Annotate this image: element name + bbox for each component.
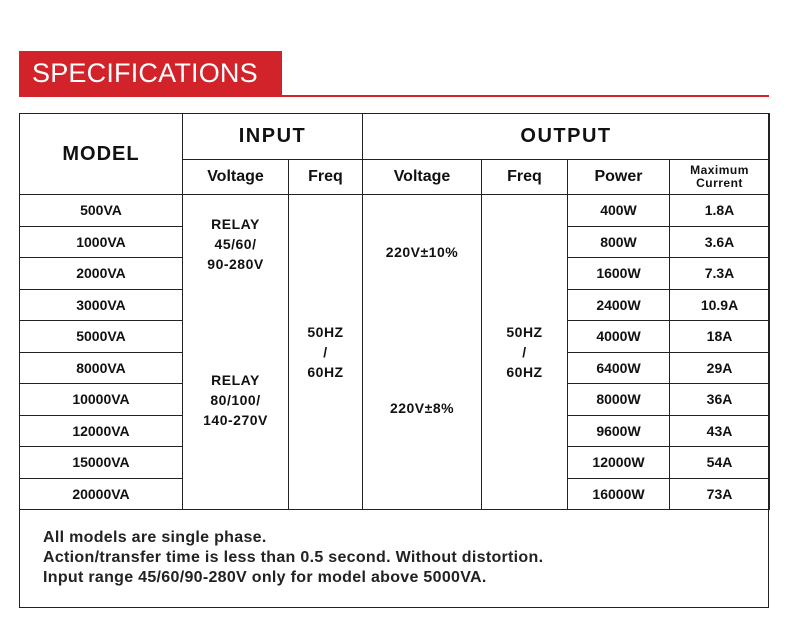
input-header: INPUT [183,114,363,160]
current-cell: 1.8A [670,195,770,227]
power-cell: 400W [568,195,670,227]
max-current-header-line2: Current [696,176,743,190]
model-cell: 2000VA [20,258,183,290]
model-cell: 5000VA [20,321,183,353]
max-current-header-line1: Maximum [690,163,749,177]
input-freq-header: Freq [289,160,363,195]
output-voltage-header: Voltage [363,160,482,195]
power-cell: 4000W [568,321,670,353]
max-current-header [670,160,770,195]
input-voltage-group-1-line1: RELAY [211,216,260,232]
note-line: All models are single phase. [43,529,267,546]
model-cell: 3000VA [20,289,183,321]
model-cell: 10000VA [20,384,183,416]
output-freq-header: Freq [482,160,568,195]
input-voltage-group-2 [183,370,288,430]
input-voltage-header: Voltage [183,160,289,195]
power-cell: 12000W [568,447,670,479]
current-cell: 3.6A [670,226,770,258]
current-cell: 7.3A [670,258,770,290]
power-cell: 2400W [568,289,670,321]
input-freq-cell [289,195,363,510]
input-voltage-cell [183,195,289,510]
current-cell: 10.9A [670,289,770,321]
current-cell: 29A [670,352,770,384]
current-cell: 43A [670,415,770,447]
power-cell: 16000W [568,478,670,510]
power-cell: 800W [568,226,670,258]
output-freq-cell [482,195,568,510]
output-voltage-group-1: 220V±10% [385,244,459,260]
power-cell: 6400W [568,352,670,384]
power-cell: 9600W [568,415,670,447]
current-cell: 54A [670,447,770,479]
input-voltage-group-1-line3: 90-280V [207,256,264,272]
input-freq-line2: / [323,344,328,360]
current-cell: 36A [670,384,770,416]
output-header: OUTPUT [363,114,770,160]
model-cell: 1000VA [20,226,183,258]
model-cell: 8000VA [20,352,183,384]
input-voltage-group-2-line1: RELAY [211,372,260,388]
notes-block [43,528,543,588]
current-cell: 18A [670,321,770,353]
output-freq-line1: 50HZ [506,324,543,340]
output-voltage-cell [363,195,482,510]
title-divider [19,95,769,97]
model-cell: 15000VA [20,447,183,479]
note-line: Input range 45/60/90-280V only for model above 5000VA. [43,569,487,586]
model-cell: 12000VA [20,415,183,447]
input-voltage-group-1-line2: 45/60/ [214,236,257,252]
input-voltage-group-2-line3: 140-270V [203,412,268,428]
output-freq-line3: 60HZ [506,364,543,380]
output-freq-line2: / [522,344,527,360]
page-title: SPECIFICATIONS [19,51,282,95]
table-row [20,195,770,227]
input-freq-line3: 60HZ [307,364,344,380]
model-cell: 500VA [20,195,183,227]
input-freq-line1: 50HZ [307,324,344,340]
model-header: MODEL [20,114,183,195]
input-voltage-group-2-line2: 80/100/ [210,392,261,408]
note-line: Action/transfer time is less than 0.5 second. Without distortion. [43,549,544,566]
power-header: Power [568,160,670,195]
input-voltage-group-1 [183,214,288,274]
power-cell: 8000W [568,384,670,416]
output-voltage-group-2: 220V±8% [389,400,455,416]
model-cell: 20000VA [20,478,183,510]
current-cell: 73A [670,478,770,510]
spec-table [19,113,770,510]
power-cell: 1600W [568,258,670,290]
